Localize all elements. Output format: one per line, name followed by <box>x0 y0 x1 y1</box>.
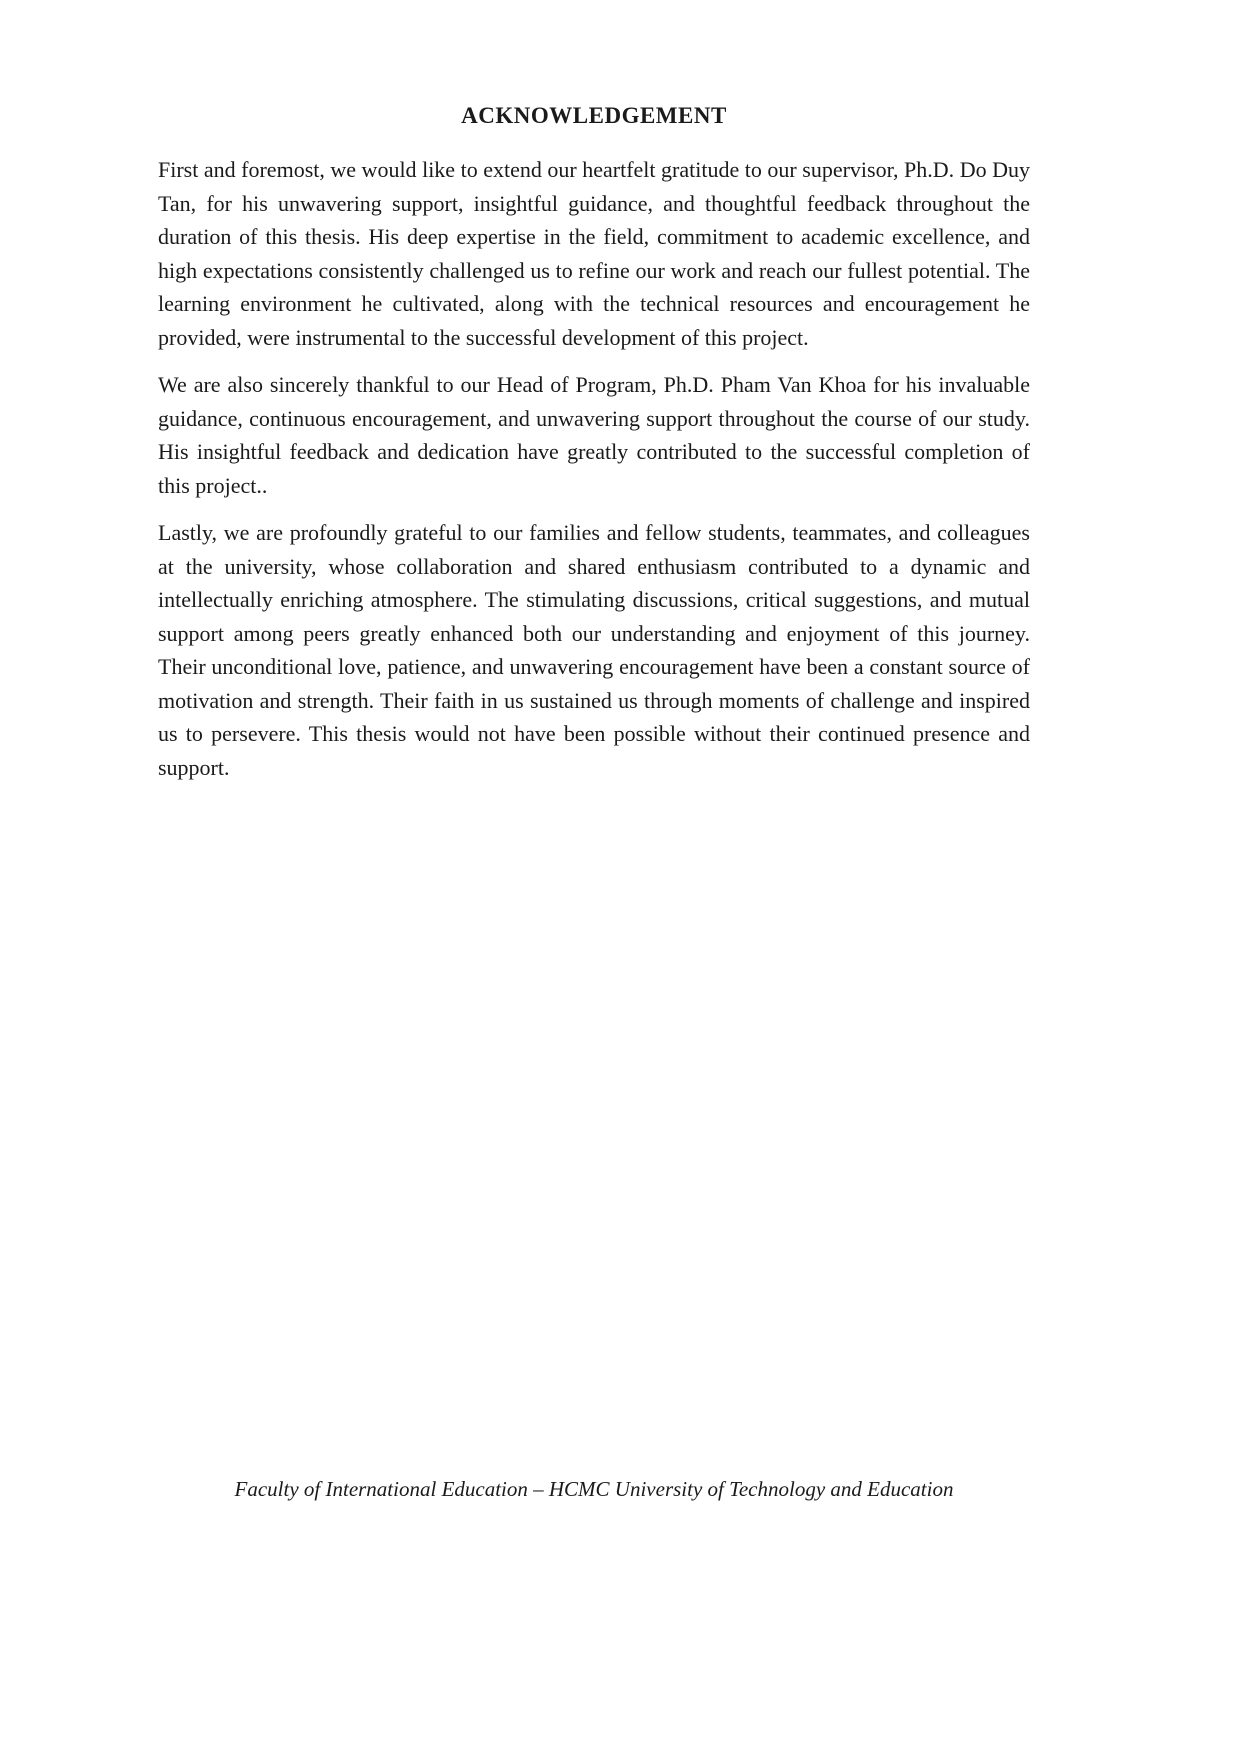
page-title: ACKNOWLEDGEMENT <box>461 103 727 128</box>
paragraph-3: Lastly, we are profoundly grateful to our families and fellow students, teammates, and colleagues at the university, whose collaboration and shared enthusiasm contributed to a dynamic and intellectually enriching atmosphere. The stimulating discussions, critical suggestions, and mutual support among peers greatly enhanced both our understanding and enjoyment of this journey. Their unconditional love, patience, and unwavering encouragement have been a constant source of motivation and strength. Their faith in us sustained us through moments of challenge and inspired us to persevere. This thesis would not have been possible without their continued presence and support. <box>158 520 1030 780</box>
paragraph-2: We are also sincerely thankful to our Head of Program, Ph.D. Pham Van Khoa for his invaluable guidance, continuous encouragement, and unwavering support throughout the course of our study. His insightful feedback and dedication have greatly contributed to the successful completion of this project.. <box>158 372 1030 498</box>
page-footer: Faculty of International Education – HCMC University of Technology and Education <box>234 1477 954 1501</box>
paragraph-1: First and foremost, we would like to extend our heartfelt gratitude to our supervisor, Ph.D. Do Duy Tan, for his unwavering support, insightful guidance, and thoughtful feedback throughout the duration of this thesis. His deep expertise in the field, commitment to academic excellence, and high expectations consistently challenged us to refine our work and reach our fullest potential. The learning environment he cultivated, along with the technical resources and encouragement he provided, were instrumental to the successful development of this project. <box>158 157 1030 350</box>
document-body <box>158 103 1030 798</box>
